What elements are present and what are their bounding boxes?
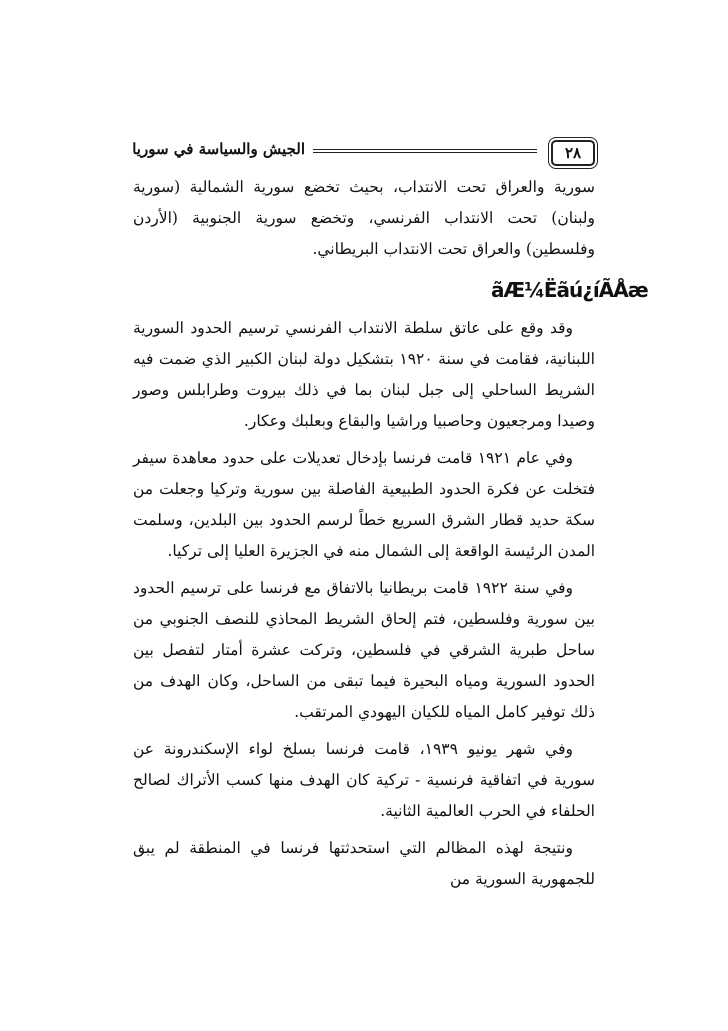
- body-text: [133, 172, 648, 895]
- paragraph-1: وقد وقع على عاتق سلطة الانتداب الفرنسي ترسيم الحدود السورية اللبنانية، فقامت في سنة ١٩٢٠ بتشكيل دولة لبنان الكبير الذي ضمت فيه الشريط الساحلي إلى جبل لبنان بما في ذلك بيروت وطرابلس وصور وصيدا ومرجعيون وحاصبيا وراشيا والبقاع وبعلبك وعكار.: [133, 319, 595, 430]
- paragraph-2: وفي عام ١٩٢١ قامت فرنسا بإدخال تعديلات على حدود معاهدة سيفر فتخلت عن فكرة الحدود الطبيعية الفاصلة بين سورية وتركيا وجعلت من سكة حديد قطار الشرق السريع خطاً لرسم الحدود بين البلدين، وسلمت المدن الرئيسة الواقعة إلى الشمال منه في الجزيرة العليا إلى تركيا.: [133, 449, 595, 560]
- page-number: ٢٨: [551, 140, 595, 166]
- section-heading: ãÆ¼Ëãú¿íÃÅæ: [491, 278, 648, 302]
- intro-paragraph: سورية والعراق تحت الانتداب، بحيث تخضع سورية الشمالية (سورية ولبنان) تحت الانتداب الفرنسي، وتخضع سورية الجنوبية (الأردن وفلسطين) والعراق تحت الانتداب البريطاني.: [133, 178, 595, 258]
- paragraph-5: ونتيجة لهذه المظالم التي استحدثتها فرنسا في المنطقة لم يبق للجمهورية السورية من: [133, 839, 595, 888]
- header-rule: [313, 149, 537, 153]
- running-title: الجيش والسياسة في سوريا: [132, 140, 305, 158]
- paragraph-3: وفي سنة ١٩٢٢ قامت بريطانيا بالاتفاق مع فرنسا على ترسيم الحدود بين سورية وفلسطين، فتم إلحاق الشريط المحاذي للنصف الجنوبي من ساحل طبرية الشرقي في فلسطين، وتركت عشرة أمتار لتفصل بين الحدود السورية ومياه البحيرة فيما تبقى من الساحل، وكان الهدف من ذلك توفير كامل المياه للكيان اليهودي المرتقب.: [133, 579, 595, 721]
- paragraph-4: وفي شهر يونيو ١٩٣٩، قامت فرنسا بسلخ لواء الإسكندرونة عن سورية في اتفاقية فرنسية - تركية كان الهدف منها كسب الأتراك لصالح الحلفاء في الحرب العالمية الثانية.: [133, 740, 595, 820]
- running-header: [133, 138, 595, 174]
